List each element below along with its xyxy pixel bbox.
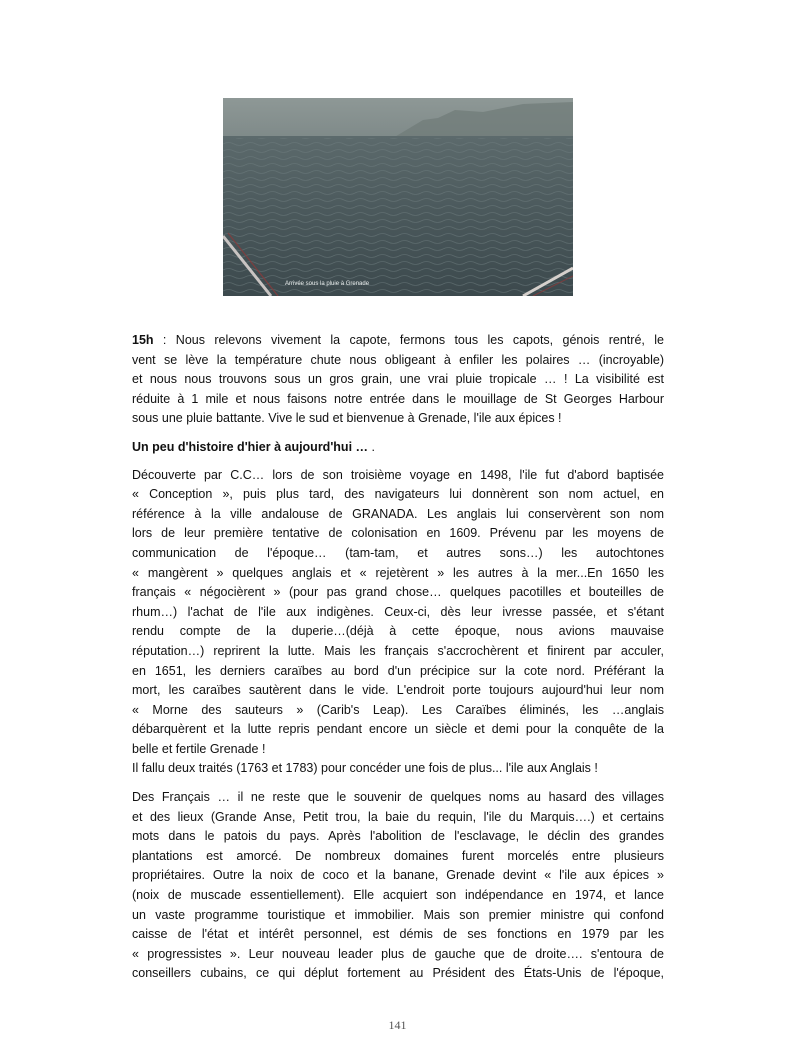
time-label: 15h bbox=[132, 333, 154, 347]
section-heading: Un peu d'histoire d'hier à aujourd'hui … . bbox=[132, 439, 375, 454]
photo-caption: Arrivée sous la pluie à Grenade bbox=[285, 281, 370, 287]
paragraph-french-legacy: Des Français … il ne reste que le souvenir de quelques noms au hasard des villages et des lieux (Grande Anse, Petit trou, la baie du requin, l'ile du Marquis….) et certains mots dans le patois du pays. Après l'abolition de l'esclavage, le déclin des grandes plantations est amorcé. De nombreux domaines furent morcelés entre plusieurs propriétaires. Outre la noix de coco et la banane, Grenade devint « l'ile aux épices » (noix de muscade essentiellement). Elle acquiert son indépendance en 1974, et lance un vaste programme touristique et immobilier. Mais son premier ministre qui confond caisse de l'état et intérêt personnel, est démis de ses fonctions en 1979 par les « progressistes ». Leur nouveau leader plus de gauche que de droite…. s'entoura de conseillers cubains, ce qui déplut fortement au Président des États-Unis de l'époque, bbox=[132, 790, 664, 981]
rain-sea-photo bbox=[223, 98, 573, 296]
page-number: 141 bbox=[388, 1018, 407, 1032]
document-body bbox=[132, 331, 664, 993]
rain-sea-photo-icon bbox=[223, 98, 573, 296]
section-heading-title: Un peu d'histoire d'hier à aujourd'hui … bbox=[132, 439, 369, 454]
paragraph-history: Découverte par C.C… lors de son troisième voyage en 1498, l'ile fut d'abord baptisée « Conception », puis plus tard, des navigateurs lui donnèrent son nom actuel, en référence à la ville andalouse de GRANADA. Les anglais lui conservèrent son nom lors de leur première tentative de colonisation en 1609. Prévenu par les moyens de communication de l'époque… (tam-tam, et autres sons…) les autochtones « mangèrent » quelques anglais et « rejetèrent » les autres à la mer...En 1650 les français « négocièrent » (pour pas grand chose… quelques pacotilles et bouteilles de rhum…) l'achat de l'ile aux indigènes. Ceux-ci, dès leur ivresse passée, et s'étant rendu compte de la duperie…(déjà à cette époque, nous avions mauvaise réputation…) reprirent la lutte. Mais les français s'accrochèrent et finirent par acculer, en 1651, les derniers caraïbes au bord d'un précipice sur la cote nord. Préférant la mort, les caraïbes sautèrent dans le vide. L'endroit porte toujours aujourd'hui leur nom « Morne des sauteurs » (Carib's Leap). Les Caraïbes éliminés, les …anglais débarquèrent et la lutte repris pendant encore un siècle et demi pour la conquête de la belle et fertile Grenade ! Il fallu deux traités (1763 et 1783) pour concéder une fois de plus... l'ile aux Anglais ! bbox=[132, 467, 664, 776]
paragraph-arrival: 15h : Nous relevons vivement la capote, fermons tous les capots, génois rentré, le vent se lève la température chute nous obligeant à enfiler les polaires … (incroyable) et nous nous trouvons sous un gros grain, une vrai pluie tropicale … ! La visibilité est réduite à 1 mile et nous faisons notre entrée dans le mouillage de St Georges Harbour sous une pluie battante. Vive le sud et bienvenue à Grenade, l'ile aux épices ! bbox=[132, 333, 664, 426]
